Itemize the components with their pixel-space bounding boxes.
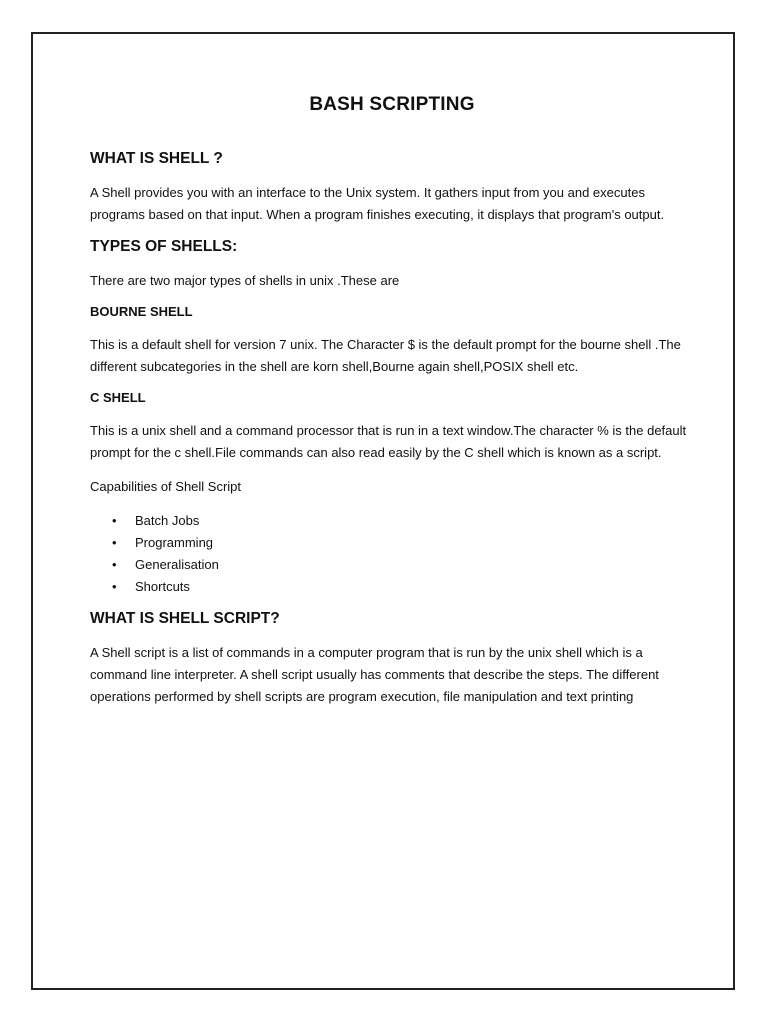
paragraph-c-shell: This is a unix shell and a command processor that is run in a text window.The character % is the default prompt for the c shell.File commands can also read easily by the C shell which is known as a script. [90,423,687,460]
document-title: BASH SCRIPTING [309,94,475,115]
list-item-label: Programming [135,535,214,550]
paragraph-bourne-shell: This is a default shell for version 7 unix. The Character $ is the default prompt for the bourne shell .The different subcategories in the shell are korn shell,Bourne again shell,POSIX shell etc. [90,337,681,374]
bullet-icon: • [112,557,117,572]
capabilities-label: Capabilities of Shell Script [90,479,242,494]
paragraph-what-is-shell: A Shell provides you with an interface to the Unix system. It gathers input from you and executes programs based on that input. When a program finishes executing, it displays that program's output. [90,185,665,222]
paragraph-what-is-shell-script: A Shell script is a list of commands in a computer program that is run by the unix shell which is a command line interpreter. A shell script usually has comments that describe the steps. The different operations performed by shell scripts are program execution, file manipulation and text printing [90,645,659,704]
heading-bourne-shell: BOURNE SHELL [90,304,193,319]
paragraph-types-of-shells: There are two major types of shells in unix .These are [90,273,400,288]
capabilities-list [90,510,690,598]
heading-types-of-shells: TYPES OF SHELLS: [90,238,238,255]
list-item [90,576,690,598]
bullet-icon: • [112,513,117,528]
bullet-icon: • [112,535,117,550]
list-item [90,532,690,554]
bullet-icon: • [112,579,117,594]
document-body [90,94,690,720]
list-item [90,554,690,576]
list-item-label: Shortcuts [135,579,190,594]
heading-what-is-shell-script: WHAT IS SHELL SCRIPT? [90,610,280,627]
heading-what-is-shell: WHAT IS SHELL ? [90,150,223,167]
list-item [90,510,690,532]
list-item-label: Generalisation [135,557,219,572]
heading-c-shell: C SHELL [90,390,146,405]
list-item-label: Batch Jobs [135,513,200,528]
